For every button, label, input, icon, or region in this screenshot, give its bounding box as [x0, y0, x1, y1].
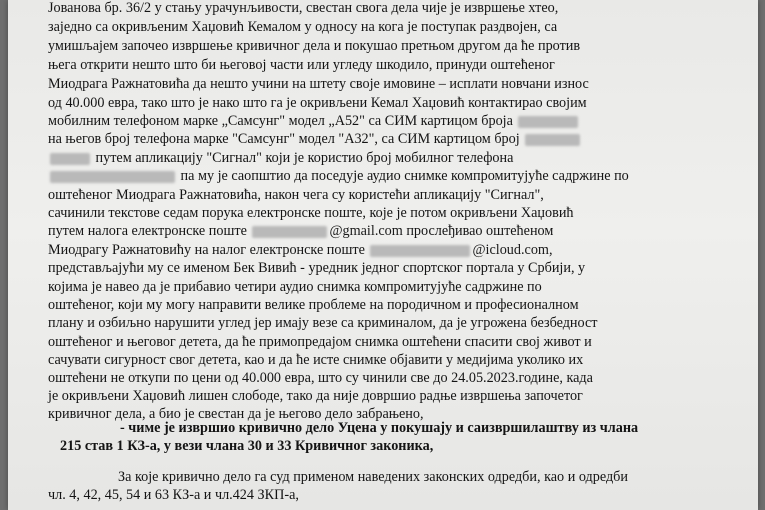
text-segment: путем апликацију "Сигнал" који је користио број мобилног телефона	[95, 150, 514, 166]
text-line: За које кривично дело га суд применом наведених законских одредби, као и одредби	[118, 469, 628, 485]
email-gmail: @gmail.com	[329, 223, 403, 239]
text-segment: на његов број телефона марке "Самсунг" модел "А32", са СИМ картицом број	[48, 131, 520, 147]
redaction-block	[50, 171, 175, 183]
email-icloud: @icloud.com,	[472, 242, 553, 258]
text-segment: прослеђивао оштећеном	[406, 223, 554, 239]
text-line-with-redaction	[48, 150, 758, 167]
text-segment: Миодрагу Ражнатовићу на налог електронске поште	[48, 242, 365, 258]
text-line: оштећеног Миодрага Ражнатовића, након чега су користећи апликацију "Сигнал",	[48, 187, 544, 203]
text-line: заједно са окривљеним Хаџовић Кемалом у односу на кога је поступак раздвојен, са	[48, 19, 558, 35]
text-line: умишљајем започео извршење кривичног дела и покушао претњом другом да ће против	[48, 38, 581, 54]
text-line-with-redaction	[48, 113, 758, 130]
text-line-with-redaction	[48, 131, 758, 148]
text-line: од 40.000 евра, тако што је нако што га је окривљени Кемал Хаџовић контактирао својим	[48, 95, 587, 111]
redaction-block	[518, 116, 578, 128]
text-line: оштећеног и његовог детета, да ће примопредајом снимка оштећени спасити свој живот и	[48, 334, 592, 350]
text-line: оштећени не откупи по цени од 40.000 евра, што су чинили све до 24.05.2023.године, када	[48, 370, 593, 386]
text-line: Миодрага Ражнатовића да нешто учини на штету своје имовине – исплати новчани износ	[48, 76, 589, 92]
text-line: кривичног дела, а био је свестан да је његово дело забрањено,	[48, 406, 424, 422]
redaction-block	[50, 153, 90, 165]
text-line: плану и озбиљно нарушити углед јер имају везе са криминалом, да је угрожена безбедност	[48, 315, 598, 331]
text-line-with-redaction	[48, 242, 758, 259]
text-line: Јованова бр. 36/2 у стању урачунљивости, свестан свога дела чије је извршење хтео,	[48, 0, 559, 16]
text-segment: па му је саопштио да поседује аудио снимке компромитујуће садржине по	[180, 168, 629, 184]
text-line: сачинили текстове седам порука електронске поште, које је потом окривљени Хаџовић	[48, 205, 574, 221]
text-segment: путем налога електронске поште	[48, 223, 247, 239]
text-line: представљајући му се именом Бек Вивић - уредник једног спортског портала у Србији, у	[48, 260, 586, 276]
text-line-with-redaction	[48, 223, 758, 240]
text-line: је окривљени Хаџовић лишен слободе, тако да није довршио радње извршења започетог	[48, 388, 583, 404]
charge-line: - чиме је извршио кривично дело Уцена у покушају и саизвршилаштву из члана	[120, 420, 639, 436]
text-line: чл. 4, 42, 45, 54 и 63 КЗ-а и чл.424 ЗКП-а,	[48, 487, 299, 503]
text-line: којима је навео да је прибавио четири аудио снимка компромитујуће садржине по	[48, 279, 542, 295]
redaction-block	[252, 226, 327, 238]
redaction-block	[525, 134, 580, 146]
text-segment: мобилним телефоном марке „Самсунг" модел „А52" са СИМ картицом броја	[48, 113, 513, 129]
redaction-block	[370, 245, 470, 257]
text-line-with-redaction	[48, 168, 758, 185]
document-page	[8, 0, 758, 510]
text-line: сачувати сигурност свог детета, као и да ће исте снимке објавити у медијима уколико их	[48, 352, 584, 368]
charge-line: 215 став 1 КЗ-а, у вези члана 30 и 33 Кривичног законика,	[60, 438, 434, 454]
text-line: њега открити нешто што би његовој части или угледу шкодило, принуди оштећеног	[48, 57, 555, 73]
text-line: оштећеног, који му могу направити велике проблеме на породичном и професионалном	[48, 297, 579, 313]
